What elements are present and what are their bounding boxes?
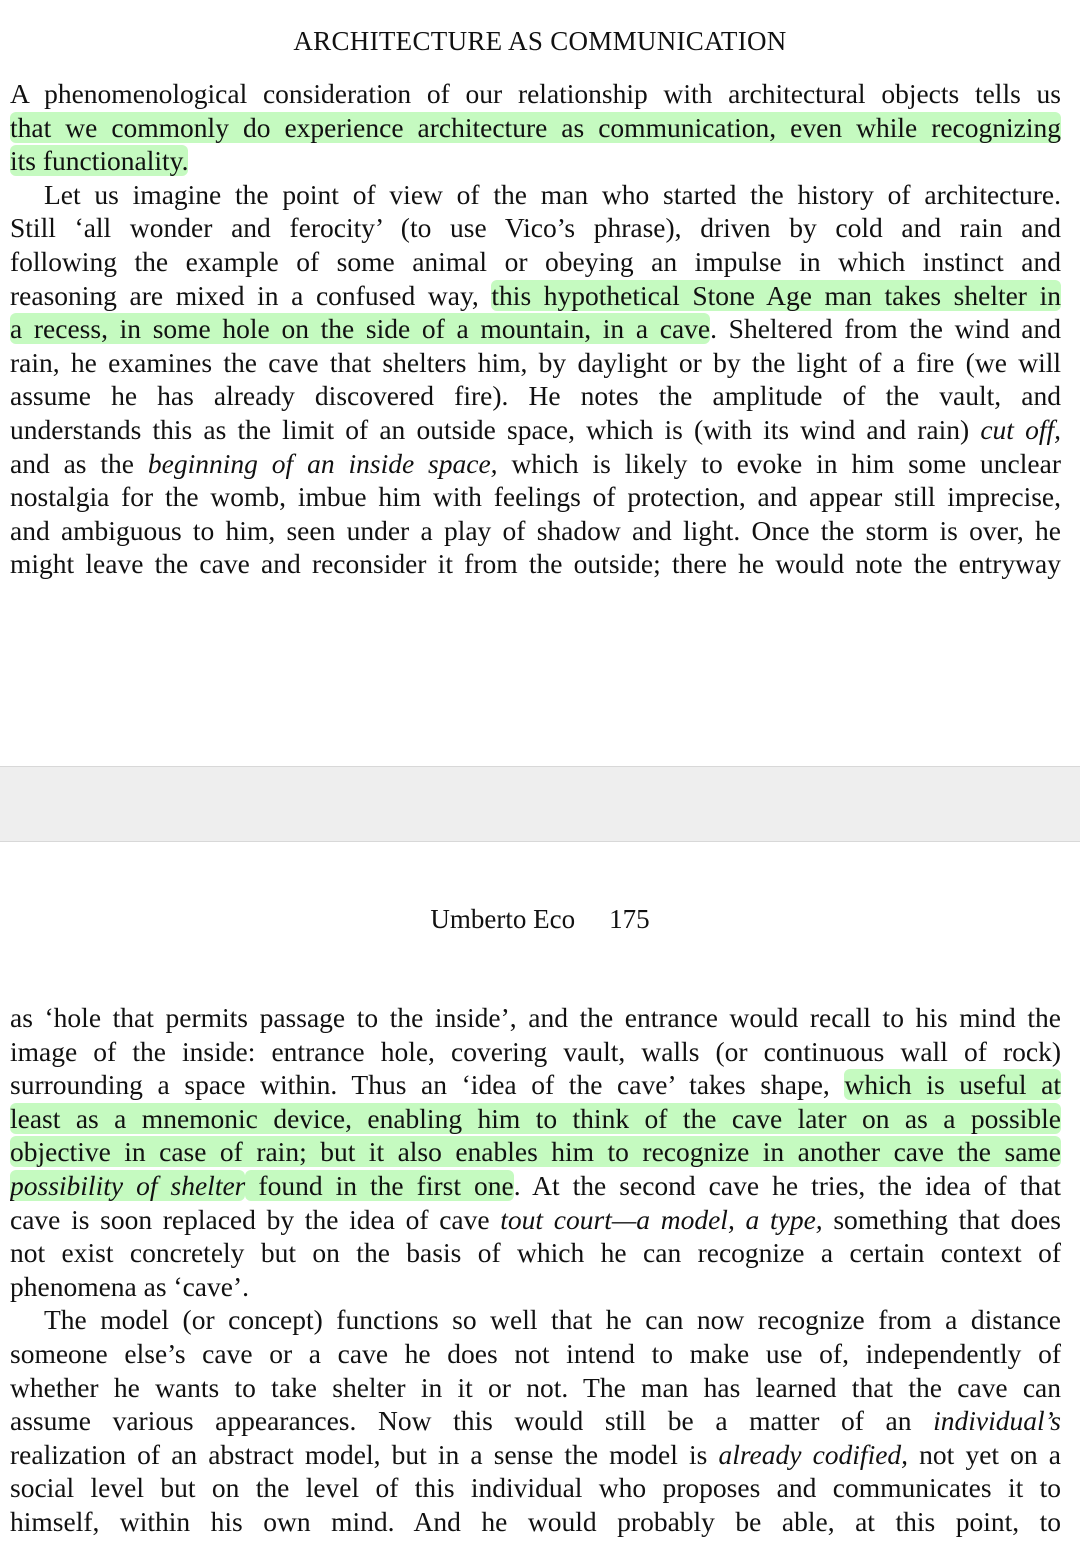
text-line <box>10 1169 1061 1203</box>
highlighted-text: this hypothetical Stone Age man takes shelter in <box>491 279 1061 311</box>
page-separator <box>0 766 1080 842</box>
text-segment: and ambiguous to him, seen under a play of shadow and light. Once the storm is over, he <box>10 514 1061 546</box>
text-line <box>10 144 1061 178</box>
text-segment: beginning of an inside space, <box>147 447 498 479</box>
text-line <box>10 178 1061 212</box>
body-text <box>10 77 1061 581</box>
text-segment: might leave the cave and reconsider it from the outside; there he would note the entryway <box>10 548 1061 580</box>
page-upper <box>0 0 1080 766</box>
text-segment: following the example of some animal or obeying an impulse in which instinct and <box>10 245 1061 277</box>
text-line <box>10 1102 1061 1136</box>
text-line <box>10 379 1061 413</box>
text-segment: rain, he examines the cave that shelters him, by daylight or by the light of a fire (we will <box>10 346 1061 378</box>
text-segment: social level but on the level of this individual who proposes and communicates it to <box>10 1472 1061 1504</box>
text-line <box>10 1471 1061 1505</box>
text-segment: and as the <box>10 447 148 479</box>
text-line <box>10 111 1061 145</box>
body-text <box>10 1001 1061 1539</box>
text-segment: someone else’s cave or a cave he does not intend to make use of, independently of <box>10 1337 1061 1369</box>
text-segment: A phenomenological consideration of our relationship with architectural objects tells us <box>10 78 1061 109</box>
text-segment: not yet on a <box>908 1438 1061 1470</box>
highlighted-text: possibility of shelter <box>10 1169 246 1201</box>
text-segment: understands this as the limit of an outside space, which is (with its wind and rain) <box>10 413 981 445</box>
text-line <box>10 1135 1061 1169</box>
text-segment: realization of an abstract model, but in a sense the model is <box>10 1438 719 1470</box>
text-line <box>10 1505 1061 1539</box>
text-line <box>10 1236 1061 1270</box>
text-line <box>10 1404 1061 1438</box>
text-line <box>10 312 1061 346</box>
text-line <box>10 514 1061 548</box>
text-segment: which is likely to evoke in him some unclear <box>497 447 1061 479</box>
text-segment: himself, within his own mind. And he would probably be able, at this point, to <box>10 1505 1061 1537</box>
text-segment: whether he wants to take shelter in it or not. The man has learned that the cave can <box>10 1371 1061 1403</box>
text-segment: nostalgia for the womb, imbue him with feelings of protection, and appear still imprecise, <box>10 481 1061 513</box>
text-segment: something that does <box>822 1203 1061 1235</box>
text-segment: assume various appearances. Now this would still be a matter of an <box>10 1405 934 1437</box>
text-line <box>10 77 1061 111</box>
text-segment: not exist concretely but on the basis of which he can recognize a certain context of <box>10 1237 1061 1269</box>
text-segment: image of the inside: entrance hole, covering vault, walls (or continuous wall of rock) <box>10 1035 1061 1067</box>
text-segment: The model (or concept) functions so well that he can now recognize from a distance <box>44 1304 1061 1336</box>
text-segment: as ‘hole that permits passage to the inside’, and the entrance would recall to his mind the <box>10 1002 1061 1033</box>
text-segment: surrounding a space within. Thus an ‘idea of the cave’ takes shape, <box>10 1069 845 1101</box>
text-segment: assume he has already discovered fire). He notes the amplitude of the vault, and <box>10 380 1061 412</box>
text-line <box>10 413 1061 447</box>
highlighted-text: a recess, in some hole on the side of a mountain, in a cave <box>10 313 711 345</box>
text-line <box>10 480 1061 514</box>
highlighted-text: which is useful at <box>844 1069 1061 1101</box>
text-segment: reasoning are mixed in a confused way, <box>10 279 492 311</box>
text-line <box>10 346 1061 380</box>
text-line <box>10 547 1061 581</box>
text-line <box>10 245 1061 279</box>
text-segment: Still ‘all wonder and ferocity’ (to use Vico’s phrase), driven by cold and rain and <box>10 212 1061 244</box>
page-number: 175 <box>609 904 650 934</box>
text-line <box>10 1371 1061 1405</box>
highlighted-text: its functionality. <box>10 145 189 177</box>
author-name: Umberto Eco <box>430 904 576 934</box>
highlighted-text: that we commonly do experience architecture as communication, even while recognizing <box>10 111 1061 143</box>
running-head: ARCHITECTURE AS COMMUNICATION <box>293 26 787 56</box>
text-line <box>10 1303 1061 1337</box>
text-segment: individual’s <box>933 1405 1061 1437</box>
text-segment: . At the second cave he tries, the idea of that <box>513 1169 1061 1201</box>
text-line <box>10 1035 1061 1069</box>
highlighted-text: least as a mnemonic device, enabling him to think of the cave later on as a possible <box>10 1102 1061 1134</box>
text-segment: tout court—a model, a type, <box>500 1203 823 1235</box>
text-line <box>10 447 1061 481</box>
page-lower <box>0 842 1080 1541</box>
text-line <box>10 211 1061 245</box>
text-line <box>10 279 1061 313</box>
text-line <box>10 1337 1061 1371</box>
text-segment: Let us imagine the point of view of the man who started the history of architecture. <box>44 178 1061 210</box>
text-line <box>10 1270 1061 1304</box>
text-segment: cut off, <box>980 413 1061 445</box>
text-line <box>10 1438 1061 1472</box>
text-line <box>10 1001 1061 1035</box>
text-segment: cave is soon replaced by the idea of cave <box>10 1203 501 1235</box>
highlighted-text: objective in case of rain; but it also enables him to recognize in another cave the same <box>10 1136 1061 1168</box>
page-header <box>0 904 1080 935</box>
text-segment: . Sheltered from the wind and <box>710 313 1061 345</box>
text-segment: already codified, <box>718 1438 909 1470</box>
text-line <box>10 1203 1061 1237</box>
text-segment: phenomena as ‘cave’. <box>10 1270 249 1302</box>
highlighted-text: found in the first one <box>245 1169 514 1201</box>
text-line <box>10 1068 1061 1102</box>
